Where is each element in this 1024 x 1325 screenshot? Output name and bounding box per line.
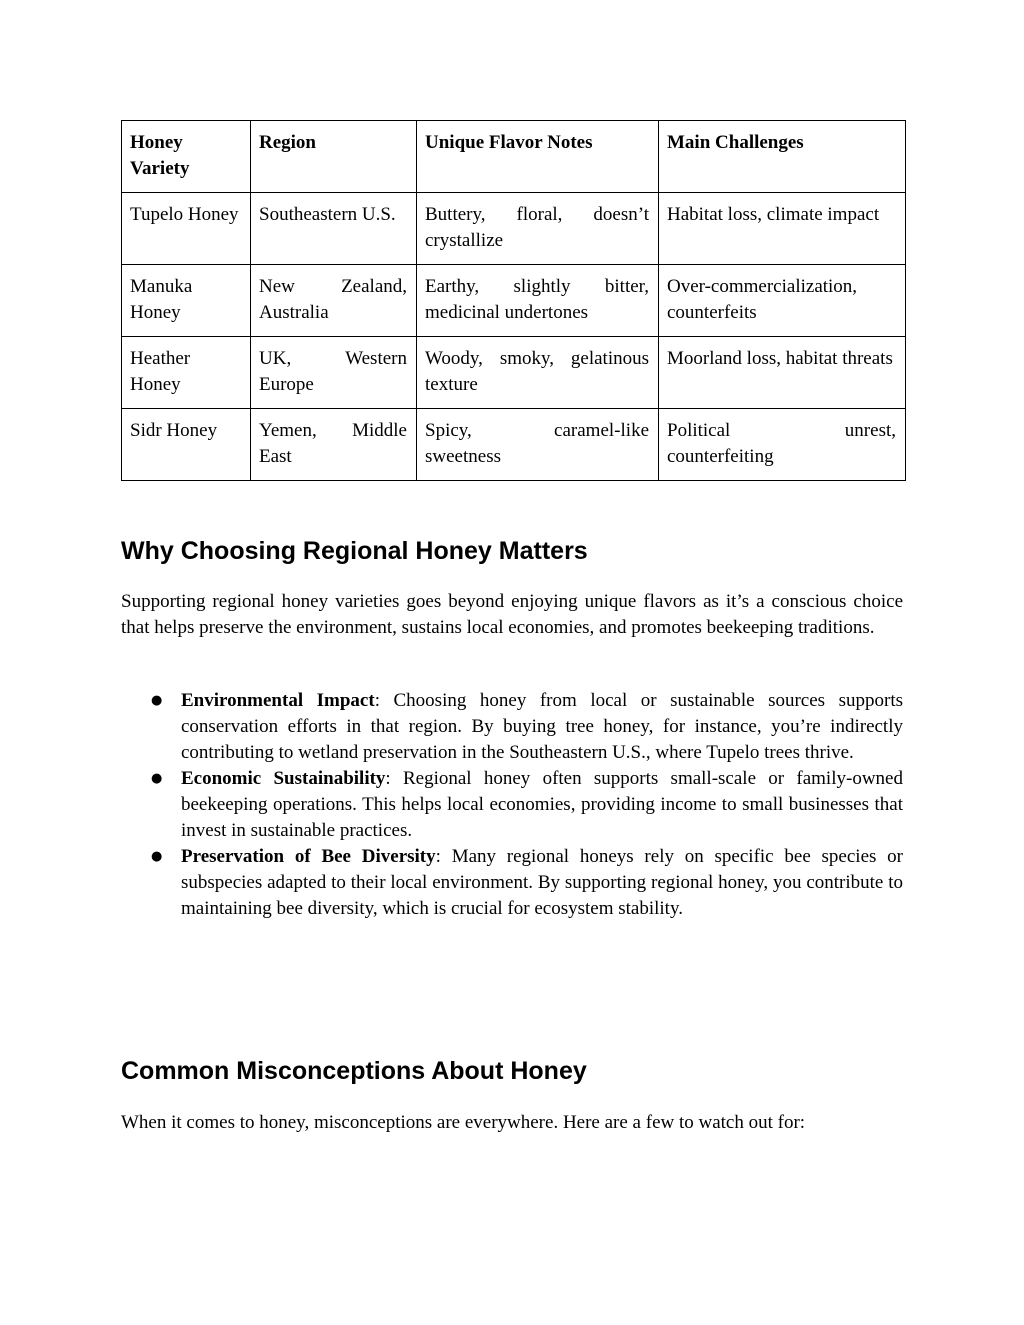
table-cell: Habitat loss, climate impact xyxy=(659,193,906,265)
table-row xyxy=(122,193,906,265)
list-item-term: Economic Sustainability xyxy=(181,768,386,789)
table-cell: Over-commercialization, counterfeits xyxy=(659,265,906,337)
benefits-bullet-list xyxy=(121,688,903,922)
list-item xyxy=(121,688,903,766)
table-cell: New Zealand, Australia xyxy=(251,265,417,337)
section-intro-paragraph: Supporting regional honey varieties goes beyond enjoying unique flavors as it’s a conscious choice that helps preserve the environment, sustains local economies, and promotes beekeeping traditions. xyxy=(121,591,903,638)
list-item-text: : Regional honey often supports small-scale or family-owned beekeeping operations. This helps local economies, providing income to small businesses that invest in sustainable practices. xyxy=(181,768,903,841)
header-flavor-notes: Unique Flavor Notes xyxy=(417,121,659,193)
table-cell: Heather Honey xyxy=(122,337,251,409)
header-region: Region xyxy=(251,121,417,193)
table-cell: Sidr Honey xyxy=(122,409,251,481)
list-item xyxy=(121,766,903,844)
table-cell: Southeastern U.S. xyxy=(251,193,417,265)
table-row xyxy=(122,409,906,481)
table-cell: Woody, smoky, gelatinous texture xyxy=(417,337,659,409)
section-heading-regional-honey: Why Choosing Regional Honey Matters xyxy=(121,537,588,565)
list-item-term: Environmental Impact xyxy=(181,690,375,711)
bullet-icon: ● xyxy=(151,849,163,864)
table-cell: Moorland loss, habitat threats xyxy=(659,337,906,409)
table-header-row xyxy=(122,121,906,193)
section-heading-misconceptions: Common Misconceptions About Honey xyxy=(121,1057,587,1085)
list-item-text: : Many regional honeys rely on specific bee species or subspecies adapted to their local environment. By supporting regional honey, you contribute to maintaining bee diversity, which is crucial for ecosystem stability. xyxy=(181,846,903,919)
misconceptions-intro-paragraph: When it comes to honey, misconceptions are everywhere. Here are a few to watch out for: xyxy=(121,1112,806,1133)
table-cell: Political unrest, counterfeiting xyxy=(659,409,906,481)
honey-varieties-table xyxy=(121,120,906,481)
table-cell: Spicy, caramel-like sweetness xyxy=(417,409,659,481)
table-cell: Earthy, slightly bitter, medicinal undertones xyxy=(417,265,659,337)
table-cell: Buttery, floral, doesn’t crystallize xyxy=(417,193,659,265)
list-item-term: Preservation of Bee Diversity xyxy=(181,846,436,867)
table-cell: Tupelo Honey xyxy=(122,193,251,265)
bullet-icon: ● xyxy=(151,771,163,786)
list-item xyxy=(121,844,903,922)
table-cell: Manuka Honey xyxy=(122,265,251,337)
table-cell: Yemen, Middle East xyxy=(251,409,417,481)
list-item-text: : Choosing honey from local or sustainable sources supports conservation efforts in that region. By buying tree honey, for instance, you’re indirectly contributing to wetland preservation in the Southeastern U.S., where Tupelo trees thrive. xyxy=(181,690,903,763)
table-row xyxy=(122,265,906,337)
table-row xyxy=(122,337,906,409)
table-cell: UK, Western Europe xyxy=(251,337,417,409)
bullet-icon: ● xyxy=(151,693,163,708)
header-main-challenges: Main Challenges xyxy=(659,121,906,193)
document-page xyxy=(121,120,904,1133)
header-honey-variety: Honey Variety xyxy=(122,121,251,193)
